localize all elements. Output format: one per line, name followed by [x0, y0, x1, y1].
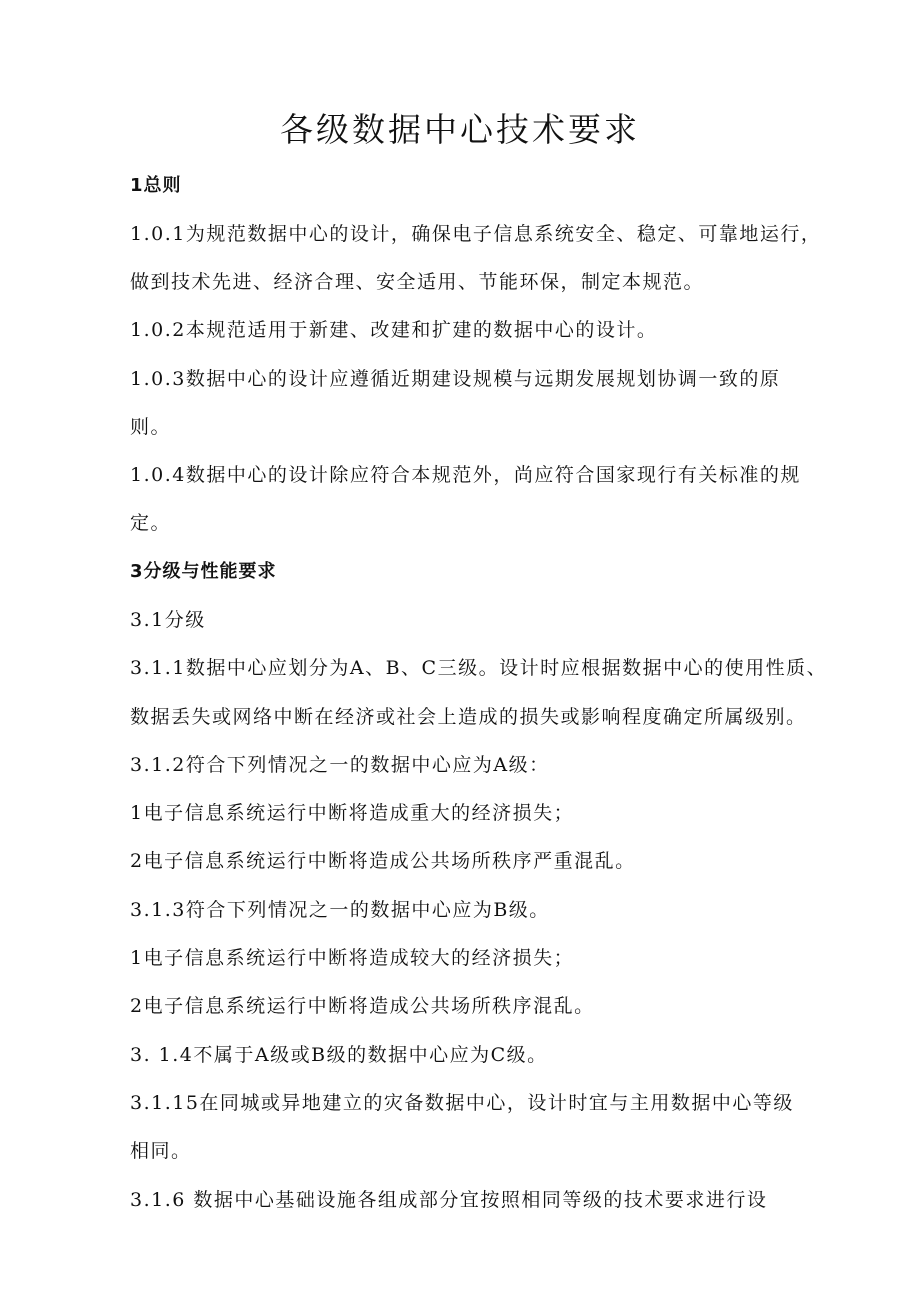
- list-item: 1电子信息系统运行中断将造成重大的经济损失；: [130, 802, 575, 824]
- list-item: 1电子信息系统运行中断将造成较大的经济损失；: [130, 947, 575, 969]
- paragraph-line: 1.0.1为规范数据中心的设计，确保电子信息系统安全、稳定、可靠地运行，: [130, 223, 822, 245]
- paragraph-line: 1.0.3数据中心的设计应遵循近期建设规模与远期发展规划协调一致的原: [130, 368, 781, 390]
- document-title: 各级数据中心技术要求: [280, 110, 640, 149]
- list-item: 2电子信息系统运行中断将造成公共场所秩序混乱。: [130, 995, 595, 1017]
- paragraph-line: 做到技术先进、经济合理、安全适用、节能环保，制定本规范。: [130, 271, 705, 293]
- paragraph-line: 3.1.3符合下列情况之一的数据中心应为B级。: [130, 899, 550, 921]
- paragraph-line: 3. 1.4不属于A级或B级的数据中心应为C级。: [130, 1044, 548, 1066]
- subsection-heading: 3.1分级: [130, 609, 206, 631]
- paragraph-line: 则。: [130, 416, 172, 438]
- paragraph-line: 1.0.4数据中心的设计除应符合本规范外，尚应符合国家现行有关标准的规: [130, 464, 801, 486]
- paragraph-line: 3.1.15在同城或异地建立的灾备数据中心，设计时宜与主用数据中心等级: [130, 1092, 794, 1114]
- paragraph-line: 相同。: [130, 1140, 192, 1162]
- paragraph-line: 3.1.6 数据中心基础设施各组成部分宜按照相同等级的技术要求进行设: [130, 1189, 768, 1211]
- paragraph-line: 定。: [130, 512, 172, 534]
- paragraph-line: 数据丢失或网络中断在经济或社会上造成的损失或影响程度确定所属级别。: [130, 706, 807, 728]
- section-heading-general: 1总则: [130, 175, 182, 196]
- list-item: 2电子信息系统运行中断将造成公共场所秩序严重混乱。: [130, 850, 636, 872]
- paragraph-line: 3.1.2符合下列情况之一的数据中心应为A级：: [130, 754, 550, 776]
- paragraph-line: 1.0.2本规范适用于新建、改建和扩建的数据中心的设计。: [130, 319, 658, 341]
- section-heading-classification: 3分级与性能要求: [130, 561, 277, 582]
- paragraph-line: 3.1.1数据中心应划分为A、B、C三级。设计时应根据数据中心的使用性质、: [130, 657, 828, 679]
